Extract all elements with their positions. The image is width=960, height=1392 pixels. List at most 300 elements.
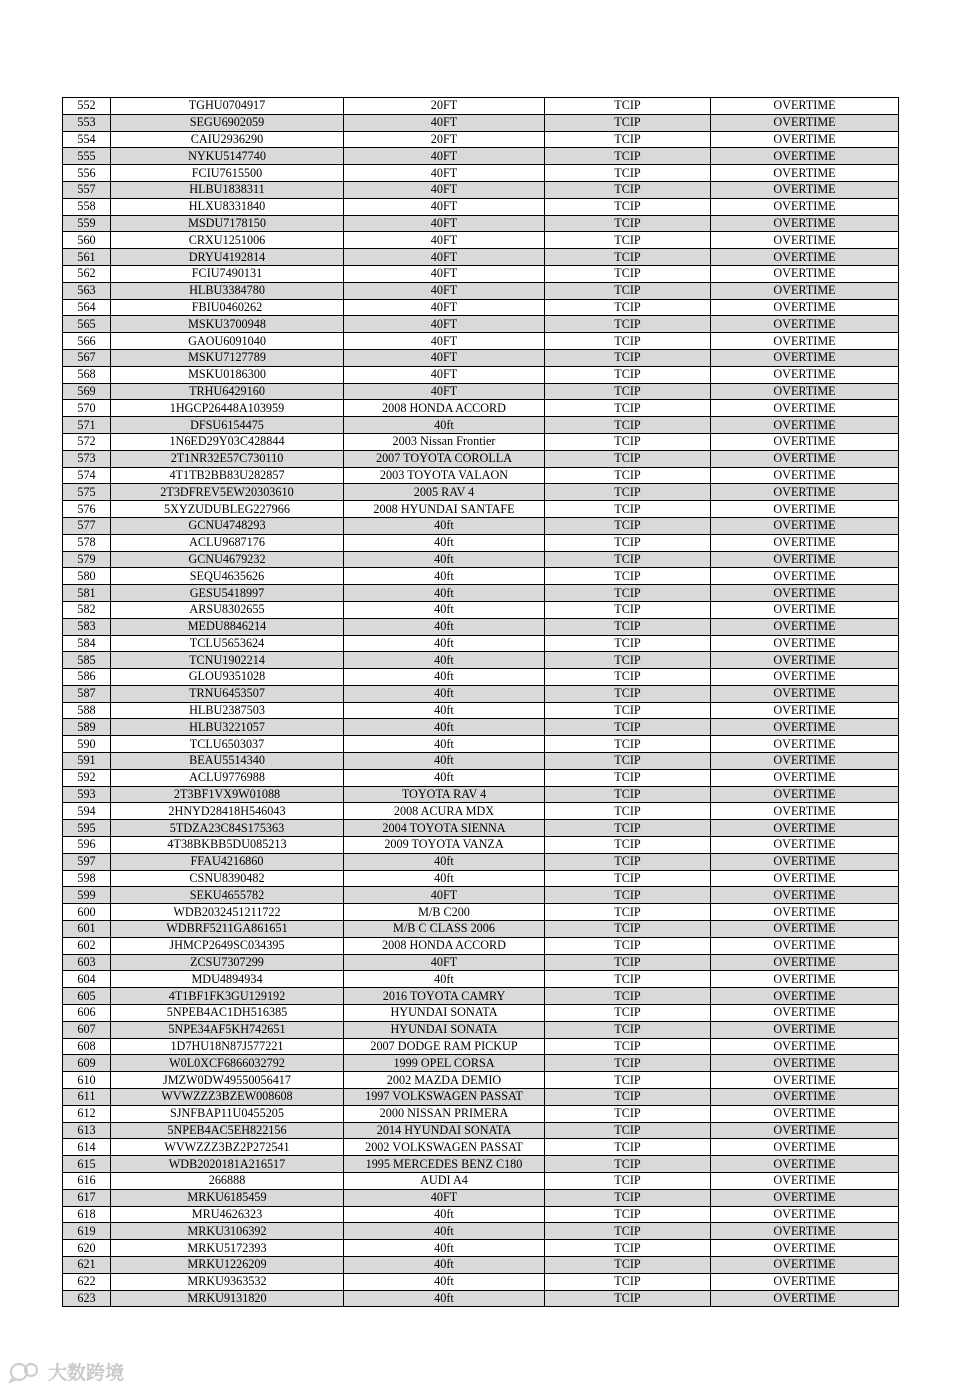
status-cell: OVERTIME	[711, 1256, 899, 1273]
table-body	[63, 98, 899, 1307]
terminal-cell: TCIP	[545, 282, 711, 299]
row-number-cell: 621	[63, 1256, 111, 1273]
row-number-cell: 559	[63, 215, 111, 232]
description-cell: 40FT	[344, 232, 545, 249]
container-id-cell: FCIU7490131	[111, 265, 344, 282]
container-id-cell: SJNFBAP11U0455205	[111, 1105, 344, 1122]
terminal-cell: TCIP	[545, 1122, 711, 1139]
container-id-cell: CAIU2936290	[111, 131, 344, 148]
status-cell: OVERTIME	[711, 585, 899, 602]
description-cell: 40FT	[344, 1189, 545, 1206]
container-id-cell: TGHU0704917	[111, 98, 344, 115]
description-cell: 40ft	[344, 568, 545, 585]
container-id-cell: 1N6ED29Y03C428844	[111, 433, 344, 450]
row-number-cell: 600	[63, 904, 111, 921]
terminal-cell: TCIP	[545, 1055, 711, 1072]
row-number-cell: 580	[63, 568, 111, 585]
description-cell: 2016 TOYOTA CAMRY	[344, 988, 545, 1005]
terminal-cell: TCIP	[545, 736, 711, 753]
description-cell: 40ft	[344, 1240, 545, 1257]
table-row	[63, 954, 899, 971]
table-row	[63, 366, 899, 383]
terminal-cell: TCIP	[545, 181, 711, 198]
container-id-cell: MRKU6185459	[111, 1189, 344, 1206]
table-row	[63, 131, 899, 148]
table-row	[63, 417, 899, 434]
table-row	[63, 249, 899, 266]
status-cell: OVERTIME	[711, 1021, 899, 1038]
container-id-cell: WVWZZZ3BZEW008608	[111, 1089, 344, 1106]
terminal-cell: TCIP	[545, 450, 711, 467]
status-cell: OVERTIME	[711, 1240, 899, 1257]
status-cell: OVERTIME	[711, 568, 899, 585]
status-cell: OVERTIME	[711, 1105, 899, 1122]
table-row	[63, 299, 899, 316]
status-cell: OVERTIME	[711, 971, 899, 988]
table-row	[63, 652, 899, 669]
container-id-cell: MRU4626323	[111, 1206, 344, 1223]
description-cell: 2014 HYUNDAI SONATA	[344, 1122, 545, 1139]
table-row	[63, 853, 899, 870]
terminal-cell: TCIP	[545, 971, 711, 988]
table-row	[63, 484, 899, 501]
watermark-text: 大数跨境	[48, 1362, 125, 1384]
description-cell: 40ft	[344, 702, 545, 719]
row-number-cell: 583	[63, 618, 111, 635]
watermark	[8, 1358, 124, 1385]
row-number-cell: 560	[63, 232, 111, 249]
row-number-cell: 556	[63, 165, 111, 182]
description-cell: 40ft	[344, 685, 545, 702]
description-cell: 40FT	[344, 249, 545, 266]
table-row	[63, 753, 899, 770]
row-number-cell: 568	[63, 366, 111, 383]
row-number-cell: 571	[63, 417, 111, 434]
terminal-cell: TCIP	[545, 517, 711, 534]
row-number-cell: 619	[63, 1223, 111, 1240]
terminal-cell: TCIP	[545, 753, 711, 770]
table-row	[63, 786, 899, 803]
row-number-cell: 575	[63, 484, 111, 501]
status-cell: OVERTIME	[711, 635, 899, 652]
chat-bubble-logo-icon	[8, 1361, 44, 1383]
description-cell: 40ft	[344, 1256, 545, 1273]
description-cell: 40FT	[344, 333, 545, 350]
table-row	[63, 215, 899, 232]
row-number-cell: 602	[63, 937, 111, 954]
row-number-cell: 588	[63, 702, 111, 719]
status-cell: OVERTIME	[711, 148, 899, 165]
row-number-cell: 613	[63, 1122, 111, 1139]
row-number-cell: 617	[63, 1189, 111, 1206]
row-number-cell: 553	[63, 114, 111, 131]
description-cell: 1999 OPEL CORSA	[344, 1055, 545, 1072]
row-number-cell: 599	[63, 887, 111, 904]
container-id-cell: 5XYZUDUBLEG227966	[111, 501, 344, 518]
row-number-cell: 594	[63, 803, 111, 820]
terminal-cell: TCIP	[545, 1173, 711, 1190]
table-row	[63, 148, 899, 165]
row-number-cell: 612	[63, 1105, 111, 1122]
status-cell: OVERTIME	[711, 669, 899, 686]
status-cell: OVERTIME	[711, 198, 899, 215]
table-row	[63, 769, 899, 786]
description-cell: 40FT	[344, 349, 545, 366]
description-cell: 2007 DODGE RAM PICKUP	[344, 1038, 545, 1055]
row-number-cell: 597	[63, 853, 111, 870]
terminal-cell: TCIP	[545, 1256, 711, 1273]
status-cell: OVERTIME	[711, 887, 899, 904]
status-cell: OVERTIME	[711, 98, 899, 115]
description-cell: 40ft	[344, 1273, 545, 1290]
container-id-cell: W0L0XCF6866032792	[111, 1055, 344, 1072]
terminal-cell: TCIP	[545, 215, 711, 232]
description-cell: 40ft	[344, 736, 545, 753]
container-id-cell: GAOU6091040	[111, 333, 344, 350]
description-cell: 40ft	[344, 870, 545, 887]
status-cell: OVERTIME	[711, 853, 899, 870]
description-cell: 40ft	[344, 652, 545, 669]
status-cell: OVERTIME	[711, 1055, 899, 1072]
container-id-cell: JHMCP2649SC034395	[111, 937, 344, 954]
status-cell: OVERTIME	[711, 786, 899, 803]
row-number-cell: 567	[63, 349, 111, 366]
description-cell: 2002 VOLKSWAGEN PASSAT	[344, 1139, 545, 1156]
status-cell: OVERTIME	[711, 450, 899, 467]
terminal-cell: TCIP	[545, 853, 711, 870]
description-cell: 2008 HONDA ACCORD	[344, 937, 545, 954]
container-id-cell: MRKU9131820	[111, 1290, 344, 1307]
terminal-cell: TCIP	[545, 1072, 711, 1089]
description-cell: 2003 TOYOTA VALAON	[344, 467, 545, 484]
table-row	[63, 585, 899, 602]
container-id-cell: MRKU9363532	[111, 1273, 344, 1290]
table-row	[63, 601, 899, 618]
row-number-cell: 577	[63, 517, 111, 534]
table-row	[63, 820, 899, 837]
description-cell: AUDI A4	[344, 1173, 545, 1190]
description-cell: 2007 TOYOTA COROLLA	[344, 450, 545, 467]
row-number-cell: 552	[63, 98, 111, 115]
row-number-cell: 572	[63, 433, 111, 450]
status-cell: OVERTIME	[711, 517, 899, 534]
status-cell: OVERTIME	[711, 601, 899, 618]
status-cell: OVERTIME	[711, 904, 899, 921]
status-cell: OVERTIME	[711, 685, 899, 702]
container-id-cell: JMZW0DW49550056417	[111, 1072, 344, 1089]
row-number-cell: 603	[63, 954, 111, 971]
status-cell: OVERTIME	[711, 534, 899, 551]
status-cell: OVERTIME	[711, 349, 899, 366]
table-row	[63, 181, 899, 198]
container-id-cell: GESU5418997	[111, 585, 344, 602]
container-id-cell: DRYU4192814	[111, 249, 344, 266]
table-row	[63, 870, 899, 887]
table-row	[63, 837, 899, 854]
description-cell: 40ft	[344, 601, 545, 618]
terminal-cell: TCIP	[545, 669, 711, 686]
container-id-cell: 2T3BF1VX9W01088	[111, 786, 344, 803]
table-row	[63, 517, 899, 534]
description-cell: 20FT	[344, 98, 545, 115]
container-id-cell: WDB2032451211722	[111, 904, 344, 921]
table-row	[63, 1189, 899, 1206]
table-row	[63, 1256, 899, 1273]
terminal-cell: TCIP	[545, 131, 711, 148]
terminal-cell: TCIP	[545, 165, 711, 182]
table-row	[63, 1223, 899, 1240]
status-cell: OVERTIME	[711, 299, 899, 316]
status-cell: OVERTIME	[711, 769, 899, 786]
description-cell: 2002 MAZDA DEMIO	[344, 1072, 545, 1089]
terminal-cell: TCIP	[545, 1005, 711, 1022]
container-id-cell: 266888	[111, 1173, 344, 1190]
status-cell: OVERTIME	[711, 988, 899, 1005]
row-number-cell: 591	[63, 753, 111, 770]
table-row	[63, 635, 899, 652]
status-cell: OVERTIME	[711, 702, 899, 719]
terminal-cell: TCIP	[545, 1240, 711, 1257]
description-cell: HYUNDAI SONATA	[344, 1005, 545, 1022]
row-number-cell: 555	[63, 148, 111, 165]
row-number-cell: 562	[63, 265, 111, 282]
description-cell: 40FT	[344, 954, 545, 971]
description-cell: 40ft	[344, 769, 545, 786]
row-number-cell: 622	[63, 1273, 111, 1290]
table-row	[63, 887, 899, 904]
row-number-cell: 581	[63, 585, 111, 602]
description-cell: M/B C CLASS 2006	[344, 921, 545, 938]
status-cell: OVERTIME	[711, 551, 899, 568]
terminal-cell: TCIP	[545, 568, 711, 585]
container-id-cell: WDB2020181A216517	[111, 1156, 344, 1173]
row-number-cell: 579	[63, 551, 111, 568]
container-id-cell: 4T38BKBB5DU085213	[111, 837, 344, 854]
description-cell: 40FT	[344, 299, 545, 316]
row-number-cell: 576	[63, 501, 111, 518]
status-cell: OVERTIME	[711, 1223, 899, 1240]
table-row	[63, 1089, 899, 1106]
status-cell: OVERTIME	[711, 1038, 899, 1055]
terminal-cell: TCIP	[545, 1189, 711, 1206]
container-id-cell: 2T3DFREV5EW20303610	[111, 484, 344, 501]
terminal-cell: TCIP	[545, 618, 711, 635]
description-cell: 2000 NISSAN PRIMERA	[344, 1105, 545, 1122]
description-cell: 2004 TOYOTA SIENNA	[344, 820, 545, 837]
container-id-cell: MDU4894934	[111, 971, 344, 988]
description-cell: 40FT	[344, 366, 545, 383]
status-cell: OVERTIME	[711, 366, 899, 383]
terminal-cell: TCIP	[545, 921, 711, 938]
description-cell: 2003 Nissan Frontier	[344, 433, 545, 450]
terminal-cell: TCIP	[545, 400, 711, 417]
table-row	[63, 1290, 899, 1307]
row-number-cell: 620	[63, 1240, 111, 1257]
container-id-cell: 5TDZA23C84S175363	[111, 820, 344, 837]
description-cell: 40FT	[344, 887, 545, 904]
table-row	[63, 551, 899, 568]
terminal-cell: TCIP	[545, 417, 711, 434]
status-cell: OVERTIME	[711, 1072, 899, 1089]
status-cell: OVERTIME	[711, 736, 899, 753]
container-id-cell: 4T1BF1FK3GU129192	[111, 988, 344, 1005]
description-cell: 2008 HYUNDAI SANTAFE	[344, 501, 545, 518]
status-cell: OVERTIME	[711, 937, 899, 954]
container-id-cell: MSKU0186300	[111, 366, 344, 383]
row-number-cell: 614	[63, 1139, 111, 1156]
terminal-cell: TCIP	[545, 232, 711, 249]
terminal-cell: TCIP	[545, 551, 711, 568]
status-cell: OVERTIME	[711, 433, 899, 450]
table-row	[63, 433, 899, 450]
container-id-cell: 2HNYD28418H546043	[111, 803, 344, 820]
terminal-cell: TCIP	[545, 349, 711, 366]
status-cell: OVERTIME	[711, 652, 899, 669]
container-id-cell: FBIU0460262	[111, 299, 344, 316]
description-cell: 40ft	[344, 585, 545, 602]
status-cell: OVERTIME	[711, 719, 899, 736]
status-cell: OVERTIME	[711, 114, 899, 131]
table-row	[63, 1055, 899, 1072]
status-cell: OVERTIME	[711, 232, 899, 249]
description-cell: TOYOTA RAV 4	[344, 786, 545, 803]
container-id-cell: MEDU8846214	[111, 618, 344, 635]
description-cell: 40ft	[344, 669, 545, 686]
terminal-cell: TCIP	[545, 1021, 711, 1038]
container-id-cell: 4T1TB2BB83U282857	[111, 467, 344, 484]
status-cell: OVERTIME	[711, 215, 899, 232]
container-id-cell: SEKU4655782	[111, 887, 344, 904]
row-number-cell: 615	[63, 1156, 111, 1173]
container-id-cell: HLBU2387503	[111, 702, 344, 719]
container-id-cell: MRKU5172393	[111, 1240, 344, 1257]
row-number-cell: 561	[63, 249, 111, 266]
table-row	[63, 1240, 899, 1257]
row-number-cell: 569	[63, 383, 111, 400]
status-cell: OVERTIME	[711, 249, 899, 266]
status-cell: OVERTIME	[711, 803, 899, 820]
row-number-cell: 605	[63, 988, 111, 1005]
status-cell: OVERTIME	[711, 1122, 899, 1139]
container-id-cell: 1D7HU18N87J577221	[111, 1038, 344, 1055]
terminal-cell: TCIP	[545, 333, 711, 350]
table-row	[63, 719, 899, 736]
table-row	[63, 265, 899, 282]
status-cell: OVERTIME	[711, 181, 899, 198]
status-cell: OVERTIME	[711, 165, 899, 182]
container-id-cell: GCNU4748293	[111, 517, 344, 534]
table-row	[63, 349, 899, 366]
container-id-cell: HLBU1838311	[111, 181, 344, 198]
description-cell: 1995 MERCEDES BENZ C180	[344, 1156, 545, 1173]
container-id-cell: TRNU6453507	[111, 685, 344, 702]
description-cell: 40ft	[344, 853, 545, 870]
description-cell: 40FT	[344, 114, 545, 131]
table-row	[63, 1273, 899, 1290]
container-id-cell: NYKU5147740	[111, 148, 344, 165]
container-id-cell: BEAU5514340	[111, 753, 344, 770]
terminal-cell: TCIP	[545, 887, 711, 904]
row-number-cell: 598	[63, 870, 111, 887]
container-id-cell: WDBRF5211GA861651	[111, 921, 344, 938]
data-table	[62, 97, 899, 1307]
description-cell: 40ft	[344, 971, 545, 988]
terminal-cell: TCIP	[545, 1223, 711, 1240]
table-row	[63, 669, 899, 686]
container-id-cell: GCNU4679232	[111, 551, 344, 568]
row-number-cell: 610	[63, 1072, 111, 1089]
status-cell: OVERTIME	[711, 400, 899, 417]
terminal-cell: TCIP	[545, 534, 711, 551]
table-row	[63, 702, 899, 719]
terminal-cell: TCIP	[545, 265, 711, 282]
terminal-cell: TCIP	[545, 769, 711, 786]
description-cell: 40FT	[344, 316, 545, 333]
table-row	[63, 568, 899, 585]
terminal-cell: TCIP	[545, 114, 711, 131]
table-row	[63, 1173, 899, 1190]
table-row	[63, 1072, 899, 1089]
table-row	[63, 400, 899, 417]
status-cell: OVERTIME	[711, 837, 899, 854]
row-number-cell: 618	[63, 1206, 111, 1223]
terminal-cell: TCIP	[545, 467, 711, 484]
status-cell: OVERTIME	[711, 501, 899, 518]
status-cell: OVERTIME	[711, 954, 899, 971]
description-cell: 40ft	[344, 417, 545, 434]
row-number-cell: 623	[63, 1290, 111, 1307]
container-id-cell: FFAU4216860	[111, 853, 344, 870]
table-row	[63, 114, 899, 131]
terminal-cell: TCIP	[545, 484, 711, 501]
terminal-cell: TCIP	[545, 702, 711, 719]
description-cell: 2008 ACURA MDX	[344, 803, 545, 820]
table-row	[63, 803, 899, 820]
terminal-cell: TCIP	[545, 433, 711, 450]
table-row	[63, 988, 899, 1005]
row-number-cell: 587	[63, 685, 111, 702]
table-row	[63, 316, 899, 333]
container-id-cell: 5NPEB4AC1DH516385	[111, 1005, 344, 1022]
row-number-cell: 563	[63, 282, 111, 299]
container-id-cell: WVWZZZ3BZ2P272541	[111, 1139, 344, 1156]
container-id-cell: SEQU4635626	[111, 568, 344, 585]
terminal-cell: TCIP	[545, 786, 711, 803]
table-row	[63, 383, 899, 400]
table-row	[63, 198, 899, 215]
table-row	[63, 282, 899, 299]
status-cell: OVERTIME	[711, 333, 899, 350]
terminal-cell: TCIP	[545, 685, 711, 702]
status-cell: OVERTIME	[711, 1156, 899, 1173]
status-cell: OVERTIME	[711, 820, 899, 837]
table-row	[63, 736, 899, 753]
table-row	[63, 1021, 899, 1038]
table-row	[63, 904, 899, 921]
container-id-cell: 1HGCP26448A103959	[111, 400, 344, 417]
table-row	[63, 534, 899, 551]
description-cell: 40FT	[344, 165, 545, 182]
table-row	[63, 1038, 899, 1055]
terminal-cell: TCIP	[545, 904, 711, 921]
row-number-cell: 595	[63, 820, 111, 837]
container-id-cell: MSDU7178150	[111, 215, 344, 232]
description-cell: 40ft	[344, 753, 545, 770]
status-cell: OVERTIME	[711, 417, 899, 434]
row-number-cell: 565	[63, 316, 111, 333]
terminal-cell: TCIP	[545, 1206, 711, 1223]
container-id-cell: MRKU3106392	[111, 1223, 344, 1240]
